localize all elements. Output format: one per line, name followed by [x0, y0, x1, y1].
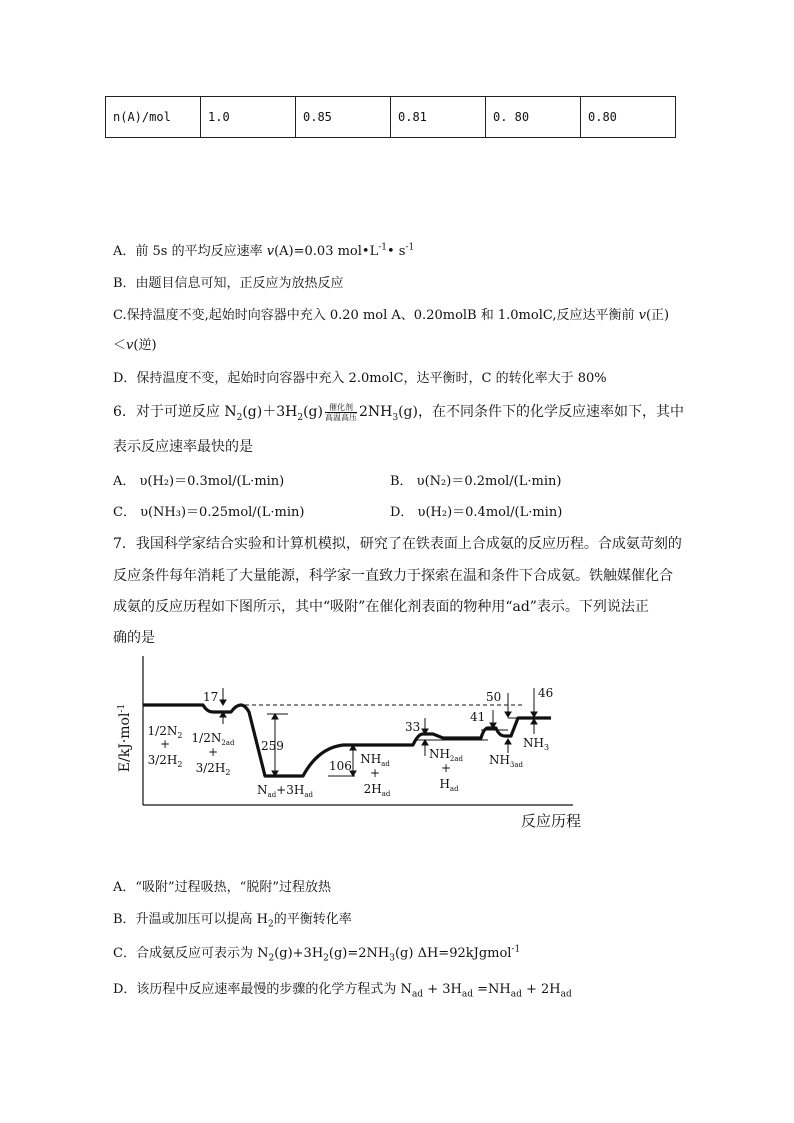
energy-value-17: 17 — [203, 690, 219, 704]
energy-value-46: 46 — [538, 686, 554, 700]
svg-text:2Had: $2H_{ad}$ — [363, 782, 391, 798]
svg-text:3/2H2: $3/2H_2$ — [195, 761, 231, 777]
table-cell: n(A)/mol — [106, 97, 201, 138]
q7-stem-line2: 反应条件每年消耗了大量能源，科学家一直致力于探索在温和条件下合成氨。铁触媒催化合 — [113, 568, 673, 584]
q7-option-b: B．升温或加压可以提高 $H_2$的平衡转化率 — [113, 912, 352, 930]
energy-value-41: 41 — [470, 710, 486, 724]
table-cell: 0.81 — [391, 97, 486, 138]
svg-text:+: + — [440, 761, 452, 775]
species-label-7 — [523, 736, 549, 752]
species-label-1 — [148, 724, 183, 769]
svg-text:NH3: $NH_3$ — [522, 736, 550, 752]
y-axis-label: E/kJ·mol$^{-1}$ — [117, 703, 133, 773]
table-cell: 0.80 — [581, 97, 676, 138]
svg-text:+: + — [369, 766, 381, 780]
table-cell: 0.85 — [296, 97, 391, 138]
catalyst-condition: $\frac{\text{催化剂}}{\text{高温高压}}$ — [324, 402, 357, 422]
q6-stem: 6．对于可逆反应 $N_2(g)+3H_2(g)$ $\frac{\text{催化剂}}{\text{高温高压}}$ $2NH_3(g)$，在不同条件下的化学反应速率如下，其中 — [113, 402, 684, 423]
svg-text:1/2N2: $1/2N_2$ — [147, 724, 183, 740]
svg-text:1/2N2ad: $1/2N_{2ad}$ — [191, 731, 235, 747]
q7-stem-line1: 7．我国科学家结合实验和计算机模拟，研究了在铁表面上合成氨的反应历程。合成氨苛刻的 — [113, 536, 682, 552]
energy-value-106: 106 — [329, 759, 352, 773]
energy-value-50: 50 — [486, 690, 502, 704]
species-label-2 — [192, 731, 235, 777]
x-axis-label: 反应历程 — [520, 812, 582, 830]
q5-option-d: D．保持温度不变，起始时向容器中充入 2.0molC，达平衡时，C 的转化率大于 80% — [113, 371, 607, 386]
q6-option-b: B． υ(N₂)＝0.2mol/(L·min) — [390, 474, 562, 489]
q7-stem-line4: 确的是 — [113, 630, 155, 646]
q7-option-d: D．该历程中反应速率最慢的步骤的化学方程式为 $N_{ad} + 3H_{ad} =NH_{ad} + 2H_{ad}$ — [113, 982, 572, 1000]
energy-profile-diagram — [113, 648, 593, 833]
table-row — [106, 97, 676, 138]
q7-option-a: A．“吸附”过程吸热，“脱附”过程放热 — [113, 880, 331, 895]
species-label-3 — [257, 783, 313, 799]
species-label-4 — [360, 752, 391, 798]
q6-option-a: A． υ(H₂)＝0.3mol/(L·min) — [113, 474, 285, 489]
svg-text:NHad: $NH_{ad}$ — [360, 752, 390, 768]
svg-text:+: + — [207, 745, 219, 759]
svg-text:Had: $H_{ad}$ — [439, 777, 459, 793]
svg-text:NH3ad: $NH_{3ad}$ — [488, 753, 524, 769]
q7-option-c: C．合成氨反应可表示为 $N_2(g)+3H_2(g)=2NH_3(g)$ ΔH=92kJgmol$^{-1}$ — [113, 944, 521, 964]
table-cell: 0. 80 — [486, 97, 581, 138]
svg-text:3/2H2: $3/2H_2$ — [147, 753, 183, 769]
q7-stem-line3: 成氨的反应历程如下图所示，其中“吸附”在催化剂表面的物种用“ad”表示。下列说法正 — [113, 599, 649, 615]
q6-option-c: C． υ(NH₃)＝0.25mol/(L·min) — [113, 505, 305, 520]
species-label-5 — [429, 747, 464, 793]
q6-stem-line2: 表示反应速率最快的是 — [113, 439, 253, 455]
q5-option-b: B．由题目信息可知，正反应为放热反应 — [113, 276, 344, 291]
energy-value-33: 33 — [405, 720, 421, 734]
svg-text:NH2ad: $NH_{2ad}$ — [428, 747, 464, 763]
q5-option-c-line1: C.保持温度不变,起始时向容器中充入 0.20 mol A、0.20molB 和 1.0molC,反应达平衡前 v(正) — [113, 308, 670, 323]
q6-option-d: D． υ(H₂)＝0.4mol/(L·min) — [390, 505, 563, 520]
svg-text:Nad+3Had: $N_{ad}+3H_{ad}$ — [257, 783, 313, 799]
species-label-6 — [489, 753, 524, 769]
table-cell: 1.0 — [201, 97, 296, 138]
svg-text:+: + — [159, 737, 171, 751]
q5-option-c-line2: ＜v(逆) — [113, 338, 157, 353]
data-table — [105, 96, 676, 138]
q5-option-a: A．前 5s 的平均反应速率 v(A)=0.03 $mol•L^{-1}•$ $s^{-1}$ — [113, 242, 415, 259]
energy-value-259: 259 — [261, 739, 284, 753]
